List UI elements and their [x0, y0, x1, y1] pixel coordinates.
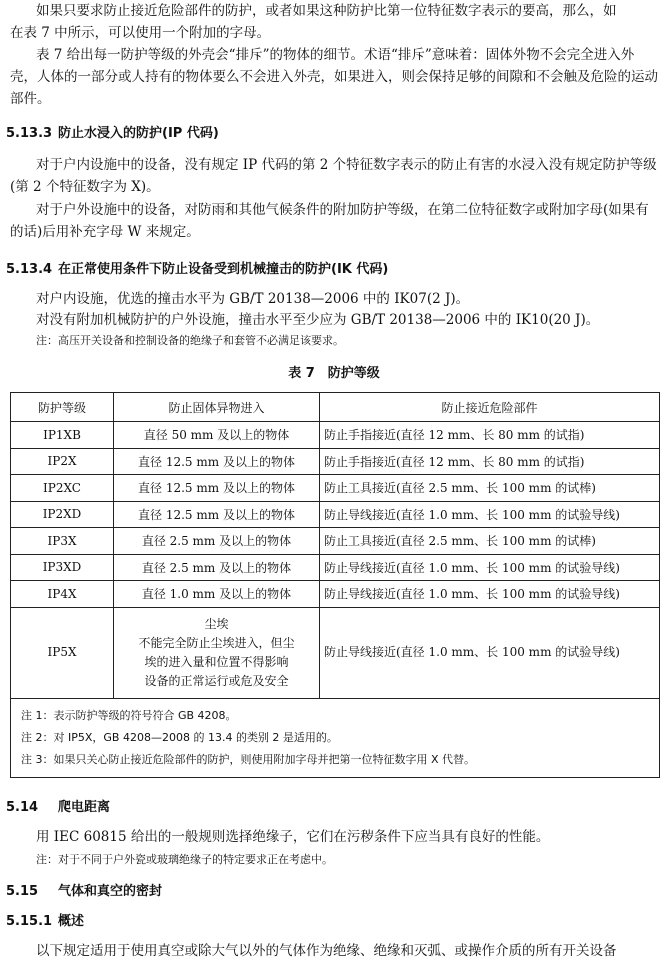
table-row	[11, 448, 660, 475]
section-number: 5.13.3	[6, 126, 53, 141]
table-cell: IP2X	[11, 448, 114, 475]
section-title: 在正常使用条件下防止设备受到机械撞击的防护(IK 代码)	[58, 262, 389, 277]
table-row	[11, 422, 660, 449]
table-notes	[11, 698, 660, 777]
note: 注：对于不同于户外瓷或玻璃绝缘子的特定要求正在考虑中。	[36, 853, 333, 866]
section-title: 爬电距离	[58, 800, 111, 815]
table-cell: 直径 12.5 mm 及以上的物体	[114, 475, 320, 502]
paragraph: 对于户外设施中的设备，对防雨和其他气候条件的附加防护等级，在第二位特征数字或附加字母(如果有的话)后用补充字母 W 来规定。	[10, 202, 649, 240]
section-number: 5.15.1	[6, 914, 53, 929]
cell-line: 埃的进入量和位置不得影响	[144, 654, 289, 669]
section-title: 气体和真空的密封	[58, 884, 163, 899]
table-cell: 防止手指接近(直径 12 mm、长 80 mm 的试指)	[320, 422, 660, 449]
table-cell: 直径 2.5 mm 及以上的物体	[114, 528, 320, 555]
section-heading-5-15-1	[6, 910, 84, 929]
table-cell: IP4X	[11, 581, 114, 608]
table-cell: IP3X	[11, 528, 114, 555]
table-note: 注 1：表示防护等级的符号符合 GB 4208。	[21, 708, 237, 722]
table-note: 注 3：如果只关心防止接近危险部件的防护，则使用附加字母并把第一位特征数字用 X 代替。	[21, 752, 476, 766]
section-number: 5.15	[6, 884, 39, 899]
paragraph: 表 7 给出每一防护等级的外壳会“排斥”的物体的细节。术语“排斥”意味着：固体外物不会完全进入外壳，人体的一部分或人持有的物体要么不会进入外壳，如果进入，则会保持足够的间隙和不会触及危险的运动部件。	[10, 47, 658, 107]
table-cell: 防止工具接近(直径 2.5 mm、长 100 mm 的试棒)	[320, 528, 660, 555]
table-cell: IP2XC	[11, 475, 114, 502]
table-cell: 直径 12.5 mm 及以上的物体	[114, 448, 320, 475]
table-row	[11, 528, 660, 555]
table-cell: 直径 12.5 mm 及以上的物体	[114, 501, 320, 528]
table-caption: 表 7 防护等级	[288, 366, 380, 381]
table-cell: IP2XD	[11, 501, 114, 528]
cell-line: 设备的正常运行或危及安全	[144, 673, 289, 688]
paragraph: 对于户内设施中的设备，没有规定 IP 代码的第 2 个特征数字表示的防止有害的水浸入没有规定防护等级(第 2 个特征数字为 X)。	[10, 157, 657, 195]
table-cell	[114, 607, 320, 698]
paragraph: 对户内设施，优选的撞击水平为 GB/T 20138—2006 中的 IK07(2 J)。	[36, 291, 470, 307]
section-heading-5-13-4	[6, 258, 388, 277]
table-cell: IP5X	[11, 607, 114, 698]
table-cell: 直径 2.5 mm 及以上的物体	[114, 554, 320, 581]
table-header-row	[11, 393, 660, 422]
section-heading-5-15	[6, 880, 162, 899]
table-cell: 直径 50 mm 及以上的物体	[114, 422, 320, 449]
section-title: 概述	[58, 914, 85, 929]
note: 注：高压开关设备和控制设备的绝缘子和套管不必满足该要求。	[36, 334, 344, 347]
table-note: 注 2：对 IP5X，GB 4208—2008 的 13.4 的类别 2 是适用的。	[21, 730, 338, 744]
table-row	[11, 607, 660, 698]
section-heading-5-14	[6, 796, 110, 815]
table-cell: 防止导线接近(直径 1.0 mm、长 100 mm 的试验导线)	[320, 501, 660, 528]
table-header-cell: 防止接近危险部件	[320, 393, 660, 422]
paragraph-line: 如果只要求防止接近危险部件的防护，或者如果这种防护比第一位特征数字表示的要高，那么，如	[36, 3, 617, 19]
section-heading-5-13-3	[6, 122, 219, 141]
table-cell: IP1XB	[11, 422, 114, 449]
table-row	[11, 475, 660, 502]
section-title: 防止水浸入的防护(IP 代码)	[58, 126, 219, 141]
protection-table	[10, 392, 660, 778]
paragraph	[10, 22, 660, 44]
table-cell: IP3XD	[11, 554, 114, 581]
paragraph: 对没有附加机械防护的户外设施，撞击水平至少应为 GB/T 20138—2006 中的 IK10(20 J)。	[36, 312, 600, 328]
section-number: 5.13.4	[6, 262, 53, 277]
cell-line: 尘埃	[204, 616, 229, 631]
section-number: 5.14	[6, 800, 39, 815]
table-row	[11, 581, 660, 608]
table-header-cell: 防止固体异物进入	[114, 393, 320, 422]
paragraph: 用 IEC 60815 给出的一般规则选择绝缘子，它们在污秽条件下应当具有良好的性能。	[36, 829, 550, 845]
table-row	[11, 554, 660, 581]
table-row	[11, 501, 660, 528]
paragraph	[10, 0, 660, 22]
paragraph-line: 在表 7 中所示，可以使用一个附加的字母。	[10, 25, 271, 41]
table-cell: 防止手指接近(直径 12 mm、长 80 mm 的试指)	[320, 448, 660, 475]
table-header-cell: 防护等级	[11, 393, 114, 422]
table-cell: 防止导线接近(直径 1.0 mm、长 100 mm 的试验导线)	[320, 581, 660, 608]
table-cell: 直径 1.0 mm 及以上的物体	[114, 581, 320, 608]
table-cell: 防止导线接近(直径 1.0 mm、长 100 mm 的试验导线)	[320, 554, 660, 581]
table-cell: 防止导线接近(直径 1.0 mm、长 100 mm 的试验导线)	[320, 607, 660, 698]
table-notes-row	[11, 698, 660, 777]
paragraph: 以下规定适用于使用真空或除大气以外的气体作为绝缘、绝缘和灭弧、或操作介质的所有开关设备	[36, 943, 617, 959]
table-cell: 防止工具接近(直径 2.5 mm、长 100 mm 的试棒)	[320, 475, 660, 502]
cell-line: 不能完全防止尘埃进入，但尘	[138, 635, 295, 650]
